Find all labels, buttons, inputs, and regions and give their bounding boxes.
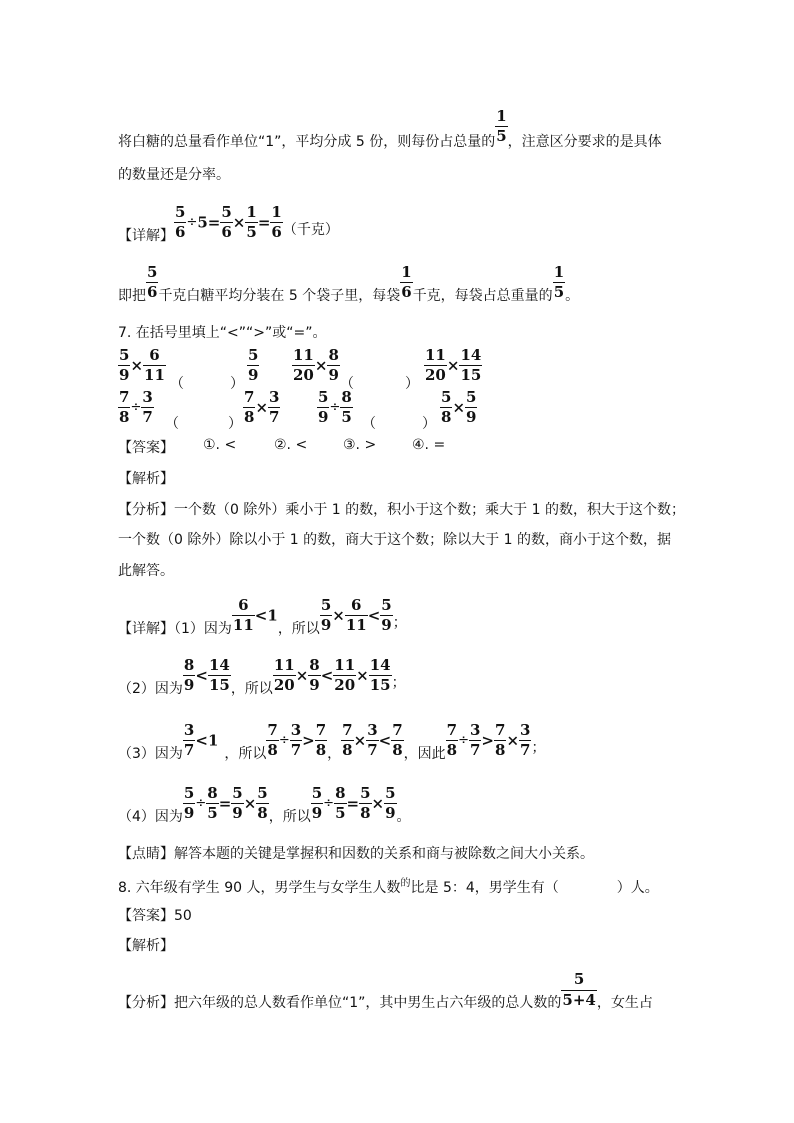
operator: × — [371, 794, 385, 813]
q7-item-4 — [317, 389, 353, 426]
fraction — [495, 108, 507, 145]
denominator: 5 — [207, 804, 218, 822]
operator: ÷ — [195, 796, 207, 811]
blank-paren-close: ） — [422, 416, 436, 432]
fraction — [317, 389, 329, 426]
blank-paren-close: ） — [405, 376, 419, 392]
fraction — [366, 722, 378, 759]
denominator: 6 — [175, 223, 186, 241]
q7-step-4 — [118, 784, 411, 825]
denominator: 8 — [495, 741, 506, 759]
denominator: 15 — [369, 676, 391, 694]
denominator: 9 — [381, 616, 392, 634]
numerator: 7 — [267, 721, 278, 739]
fraction — [380, 597, 392, 634]
numerator: 11 — [273, 656, 295, 674]
text: ，所以 — [224, 745, 267, 762]
fraction — [270, 204, 282, 241]
fraction — [143, 347, 166, 384]
operator: = — [218, 794, 232, 813]
numerator: 1 — [246, 203, 257, 221]
denominator: 15 — [208, 676, 230, 694]
operator: = — [207, 213, 221, 232]
conclusion-line — [118, 263, 580, 304]
numerator: 14 — [460, 346, 482, 364]
denominator: 9 — [385, 804, 396, 822]
operator: > — [481, 731, 494, 750]
numerator: 8 — [309, 656, 320, 674]
numerator: 11 — [425, 346, 446, 364]
detail-1 — [118, 203, 339, 244]
numerator: 14 — [369, 656, 391, 674]
fraction — [206, 785, 218, 822]
text: 比是 5：4，男学生有（ — [410, 880, 559, 896]
operator: ÷ — [130, 400, 142, 415]
numerator: 11 — [293, 346, 314, 364]
operator: = — [257, 213, 271, 232]
denominator: 20 — [273, 676, 295, 694]
denominator: 7 — [290, 741, 302, 759]
text: ，因此 — [403, 745, 446, 762]
q7-step-2 — [118, 656, 406, 697]
operator: < — [378, 731, 392, 750]
fraction — [446, 722, 458, 759]
numerator: 5 — [119, 346, 130, 364]
denominator: 9 — [183, 676, 195, 694]
denominator: 5 — [246, 223, 257, 241]
numerator: 3 — [520, 721, 531, 739]
text: （1）因为 — [174, 620, 232, 637]
text: ，所以 — [277, 620, 320, 637]
denominator: 15 — [460, 366, 482, 384]
denominator: 7 — [183, 741, 195, 759]
fraction — [494, 722, 506, 759]
numerator: 8 — [207, 784, 218, 802]
text: （3）因为 — [118, 745, 183, 762]
fraction — [519, 722, 531, 759]
fraction — [183, 657, 195, 694]
numerator: 1 — [271, 203, 282, 221]
numerator: 6 — [143, 347, 166, 366]
denominator: 7 — [469, 741, 481, 759]
denominator: 8 — [441, 408, 452, 426]
operator: ÷ — [323, 796, 335, 811]
denominator: 8 — [446, 741, 458, 759]
q7-fenxi-line-2: 一个数（0 除外）除以小于 1 的数，商大于这个数；除以大于 1 的数，商小于这个数，据 — [118, 532, 671, 548]
q7-item-1 — [118, 347, 166, 384]
operator: × — [243, 794, 257, 813]
numerator: 6 — [345, 597, 368, 616]
q8-title — [118, 877, 659, 897]
number: 1 — [267, 606, 278, 625]
operator: × — [295, 666, 309, 685]
numerator: 5 — [221, 203, 232, 221]
operator: × — [232, 213, 246, 232]
operator: < — [367, 606, 381, 625]
fraction — [320, 597, 332, 634]
numerator: 5 — [248, 346, 259, 364]
denominator: 5 — [496, 127, 507, 145]
numerator: 3 — [269, 388, 280, 406]
text: 即把 — [118, 287, 146, 304]
q7-item-1-right — [247, 347, 259, 384]
number: 5 — [197, 213, 208, 232]
blank-paren-close: ） — [228, 416, 242, 432]
denominator: 9 — [320, 616, 332, 634]
fraction — [561, 971, 596, 1009]
q8-fenxi — [118, 971, 653, 1009]
fraction — [268, 389, 280, 426]
numerator: 11 — [334, 656, 356, 674]
fraction — [245, 204, 257, 241]
fraction — [118, 347, 130, 384]
numerator: 14 — [208, 656, 230, 674]
operator: ÷ — [186, 215, 198, 230]
fraction — [459, 347, 482, 384]
denominator: 20 — [293, 366, 314, 384]
denominator: 9 — [183, 804, 195, 822]
operator: × — [506, 731, 520, 750]
fraction — [208, 657, 231, 694]
fraction — [440, 389, 452, 426]
fraction — [315, 722, 327, 759]
answer-4: ④. = — [412, 437, 446, 453]
fraction — [256, 785, 268, 822]
text: （4）因为 — [118, 808, 183, 825]
numerator: 3 — [290, 721, 302, 739]
blank-paren-open[interactable]: （ — [362, 416, 376, 432]
numerator: 5 — [360, 784, 371, 802]
q7-fenxi-line-1: 【分析】一个数（0 除外）乘小于 1 的数，积小于这个数；乘大于 1 的数，积大于这个数； — [118, 502, 685, 518]
numerator: 7 — [119, 388, 130, 406]
text: ； — [531, 739, 546, 756]
fraction — [266, 722, 278, 759]
denominator: 9 — [232, 804, 243, 822]
q7-analysis-label: 【解析】 — [118, 471, 174, 487]
fraction — [327, 347, 339, 384]
fraction — [292, 347, 315, 384]
fraction — [384, 785, 396, 822]
denominator: 20 — [425, 366, 446, 384]
denominator: 7 — [142, 408, 153, 426]
text: ）人。 — [616, 880, 659, 896]
numerator: 3 — [469, 721, 481, 739]
answer-1: ①. < — [203, 437, 237, 453]
q7-item-2 — [292, 347, 340, 384]
fraction — [369, 657, 392, 694]
blank-paren-open[interactable]: （ — [340, 376, 354, 392]
operator: < — [195, 666, 208, 685]
numerator: 3 — [183, 721, 195, 739]
intro-line-1 — [118, 108, 662, 151]
denominator: 8 — [267, 741, 278, 759]
numerator: 5 — [183, 784, 195, 802]
blank-paren-open[interactable]: （ — [170, 376, 184, 392]
q7-dianjing: 【点睛】解答本题的关键是掌握积和因数的关系和商与被除数之间大小关系。 — [118, 846, 594, 862]
operator: = — [346, 794, 360, 813]
text: 千克白糖平均分装在 5 个袋子里，每袋 — [158, 287, 401, 304]
denominator: 8 — [119, 408, 130, 426]
fraction — [311, 785, 323, 822]
operator: ÷ — [329, 400, 341, 415]
operator: × — [314, 356, 328, 375]
numerator: 5 — [466, 388, 477, 406]
numerator: 8 — [183, 656, 195, 674]
denominator: 8 — [342, 741, 353, 759]
fraction — [308, 657, 320, 694]
denominator: 8 — [257, 804, 268, 822]
numerator: 5 — [320, 596, 332, 614]
fraction — [290, 722, 302, 759]
operator: × — [446, 356, 460, 375]
q7-item-3-right — [243, 389, 280, 426]
denominator: 9 — [309, 676, 320, 694]
operator: ÷ — [278, 733, 290, 748]
operator: × — [356, 666, 369, 685]
text: （2）因为 — [118, 680, 183, 697]
q7-answer-label: 【答案】 — [118, 440, 174, 456]
fraction — [183, 785, 195, 822]
fraction — [391, 722, 403, 759]
operator: × — [452, 398, 466, 417]
fraction — [183, 722, 195, 759]
operator: < — [195, 731, 208, 750]
intro-text-a: 将白糖的总量看作单位“1”，平均分成 5 份，则每份占总量的 — [118, 134, 496, 150]
denominator: 8 — [392, 741, 403, 759]
numerator: 8 — [328, 346, 339, 364]
denominator: 11 — [144, 366, 165, 384]
fraction — [340, 389, 352, 426]
denominator: 8 — [360, 804, 371, 822]
text: 的 — [400, 878, 411, 889]
text: ； — [392, 614, 407, 631]
text: ，所以 — [268, 808, 311, 825]
denominator: 9 — [248, 366, 259, 384]
text: 。 — [565, 287, 580, 304]
text: 千克，每袋占总重量的 — [412, 287, 553, 304]
denominator: 5 — [341, 408, 352, 426]
numerator: 5 — [318, 388, 329, 406]
denominator: 7 — [367, 741, 378, 759]
denominator: 8 — [315, 741, 327, 759]
denominator: 9 — [318, 408, 329, 426]
denominator: 6 — [271, 223, 282, 241]
numerator: 1 — [496, 107, 507, 125]
q7-item-4-right — [440, 389, 477, 426]
numerator: 5 — [232, 784, 243, 802]
numerator: 7 — [342, 721, 353, 739]
fraction — [465, 389, 477, 426]
fraction — [231, 785, 243, 822]
denominator: 9 — [466, 408, 477, 426]
fraction — [359, 785, 371, 822]
operator: × — [130, 356, 144, 375]
denominator: 9 — [311, 804, 323, 822]
operator: × — [353, 731, 367, 750]
denominator: 9 — [119, 366, 130, 384]
numerator: 3 — [142, 388, 153, 406]
operator: × — [332, 606, 345, 625]
fraction — [118, 389, 130, 426]
unit: （千克） — [282, 221, 339, 238]
fraction — [232, 597, 255, 634]
fraction — [400, 264, 412, 301]
numerator: 5 — [381, 596, 392, 614]
numerator: 7 — [495, 721, 506, 739]
denominator: 5 — [553, 283, 565, 301]
q7-item-2-right — [424, 347, 482, 384]
blank-paren-close: ） — [230, 376, 244, 392]
q7-item-3 — [118, 389, 154, 426]
numerator: 5 — [147, 263, 158, 281]
fraction — [243, 389, 255, 426]
fraction — [141, 389, 153, 426]
operator: < — [320, 666, 334, 685]
q8-analysis-label: 【解析】 — [118, 938, 174, 954]
fraction — [345, 597, 368, 634]
denominator: 9 — [328, 366, 339, 384]
operator: < — [254, 606, 268, 625]
numerator: 3 — [367, 721, 378, 739]
text: ，女生占 — [596, 995, 653, 1011]
numerator: 8 — [335, 784, 346, 802]
operator: ÷ — [458, 733, 469, 748]
q7-fenxi-line-3: 此解答。 — [118, 563, 174, 579]
text: 【分析】把六年级的总人数看作单位“1”，其中男生占六年级的总人数的 — [118, 995, 562, 1011]
fraction — [333, 657, 356, 694]
q7-step-1 — [118, 596, 407, 637]
fraction — [469, 722, 481, 759]
numerator: 5 — [561, 971, 596, 991]
denominator: 11 — [232, 616, 254, 634]
denominator: 5 — [335, 804, 346, 822]
fraction — [424, 347, 447, 384]
blank-paren-open[interactable]: （ — [165, 416, 179, 432]
number: 1 — [207, 731, 219, 750]
text: ，所以 — [230, 680, 273, 697]
answer-2: ②. < — [274, 437, 308, 453]
denominator: 8 — [244, 408, 255, 426]
numerator: 7 — [446, 721, 458, 739]
text: 。 — [396, 808, 411, 825]
numerator: 5 — [441, 388, 452, 406]
intro-line-2: 的数量还是分率。 — [118, 167, 230, 183]
denominator: 20 — [334, 676, 356, 694]
numerator: 5 — [257, 784, 268, 802]
q8-answer: 【答案】50 — [118, 908, 192, 924]
answer-3: ③. > — [343, 437, 377, 453]
denominator: 6 — [221, 223, 232, 241]
denominator: 11 — [345, 616, 367, 634]
fraction — [341, 722, 353, 759]
fraction — [273, 657, 296, 694]
fraction — [146, 264, 158, 301]
numerator: 6 — [232, 597, 255, 616]
numerator: 7 — [244, 388, 255, 406]
denominator: 6 — [147, 283, 158, 301]
q7-step-3 — [118, 721, 546, 762]
fraction — [334, 785, 346, 822]
q7-title: 7. 在括号里填上“<”“>”或“=”。 — [118, 325, 327, 341]
text: 8. 六年级有学生 90 人，男学生与女学生人数 — [118, 880, 401, 896]
numerator: 5 — [175, 203, 186, 221]
fraction — [553, 264, 565, 301]
intro-text-b: ，注意区分要求的是具体 — [507, 134, 662, 150]
denominator: 7 — [520, 741, 531, 759]
numerator: 7 — [315, 721, 327, 739]
numerator: 8 — [341, 388, 352, 406]
numerator: 7 — [392, 721, 403, 739]
denominator: 6 — [401, 283, 412, 301]
numerator: 5 — [311, 784, 323, 802]
denominator: 7 — [269, 408, 280, 426]
fraction — [220, 204, 232, 241]
text: ， — [327, 745, 342, 762]
fraction — [247, 347, 259, 384]
detail-label: 【详解】 — [118, 620, 174, 637]
numerator: 1 — [553, 263, 565, 281]
text: ； — [391, 674, 406, 691]
denominator: 5+4 — [562, 991, 596, 1009]
fraction — [174, 204, 186, 241]
operator: > — [302, 731, 315, 750]
operator: × — [255, 398, 269, 417]
numerator: 1 — [401, 263, 412, 281]
numerator: 5 — [385, 784, 396, 802]
detail-label: 【详解】 — [118, 227, 174, 244]
